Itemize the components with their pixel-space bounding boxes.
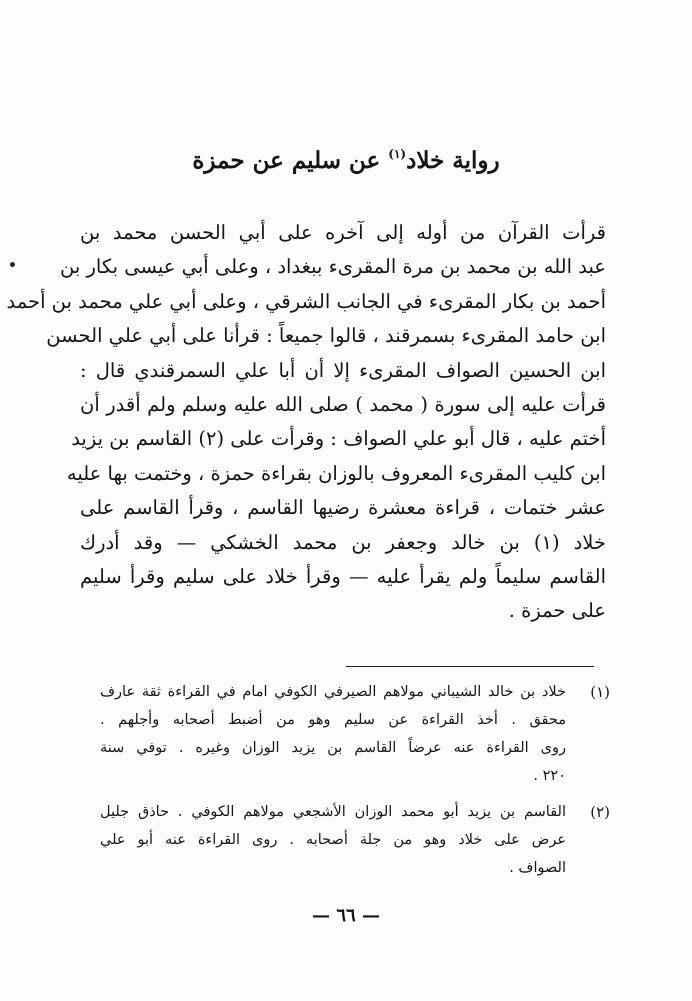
text-line: ابن حامد المقرىء بسمرقند ، قالوا جميعاً : قرأنا على أبي علي الحسن [46, 324, 606, 348]
title-rest: عن سليم عن حمزة [192, 147, 389, 174]
footnote [100, 678, 610, 790]
footnote-line: خلاد بن خالد الشيباني مولاهم الصيرفي الكوفي امام في القراءة ثقة عارف [100, 684, 566, 700]
footnote-line: القاسم بن يزيد أبو محمد الوزان الأشجعي مولاهم الكوفي . حاذق جليل [100, 804, 566, 820]
text-line: قرأت عليه إلى سورة ( محمد ) صلى الله عليه وسلم ولم أقدر أن [80, 392, 606, 416]
title-footnote-ref: (١) [388, 147, 407, 161]
text-line: ابن كليب المقرىء المعروف بالوزان بقراءة حمزة ، وختمت بها عليه [66, 461, 606, 485]
text-line: قرأت القرآن من أوله إلى آخره على أبي الحسن محمد بن [80, 221, 606, 244]
footnote-divider [346, 666, 594, 667]
footnote-line: ٢٢٠ . [533, 768, 566, 784]
footnote-line: عرض على خلاد وهو من جلة أصحابه . روى القراءة عنه أبو علي [100, 832, 566, 848]
title-text: رواية خلاد [406, 147, 500, 174]
page-number: — ٦٦ — [312, 905, 380, 926]
footnotes [100, 678, 610, 882]
main-text [6, 216, 606, 629]
chapter-title [0, 147, 692, 174]
footnote [100, 798, 610, 882]
footnote-line: محقق . أخذ القراءة عن سليم وهو من أضبط أصحابه وأجلهم . [100, 712, 566, 728]
text-line: أختم عليه ، قال أبو علي الصواف : وقرأت على (٢) القاسم بن يزيد [71, 427, 606, 451]
text-line: أحمد بن بكار المقرىء في الجانب الشرقي ، وعلى أبي علي محمد بن أحمد [6, 289, 606, 313]
text-line: ابن الحسين الصواف المقرىء إلا أن أبا علي السمرقندي قال : [80, 358, 606, 382]
footnote-number: (١) [590, 683, 610, 701]
footnote-line: روى القراءة عنه عرضاً القاسم بن يزيد الوزان وغيره . توفي سنة [100, 740, 566, 756]
text-line: على حمزة . [508, 599, 606, 623]
footnote-number: (٢) [590, 803, 610, 821]
text-line: عشر ختمات ، قراءة معشرة رضيها القاسم ، وقرأ القاسم على [80, 496, 606, 520]
scan-speck [10, 262, 15, 267]
footnote-line: الصواف . [509, 860, 566, 876]
text-line: القاسم سليماً ولم يقرأ عليه — وقرأ خلاد على سليم وقرأ سليم [80, 564, 606, 588]
text-line: خلاد (١) بن خالد وجعفر بن محمد الخشكي — وقد أدرك [80, 530, 606, 554]
text-line: عبد الله بن محمد بن مرة المقرىء ببغداد ، وعلى أبي عيسى بكار بن [60, 255, 606, 279]
